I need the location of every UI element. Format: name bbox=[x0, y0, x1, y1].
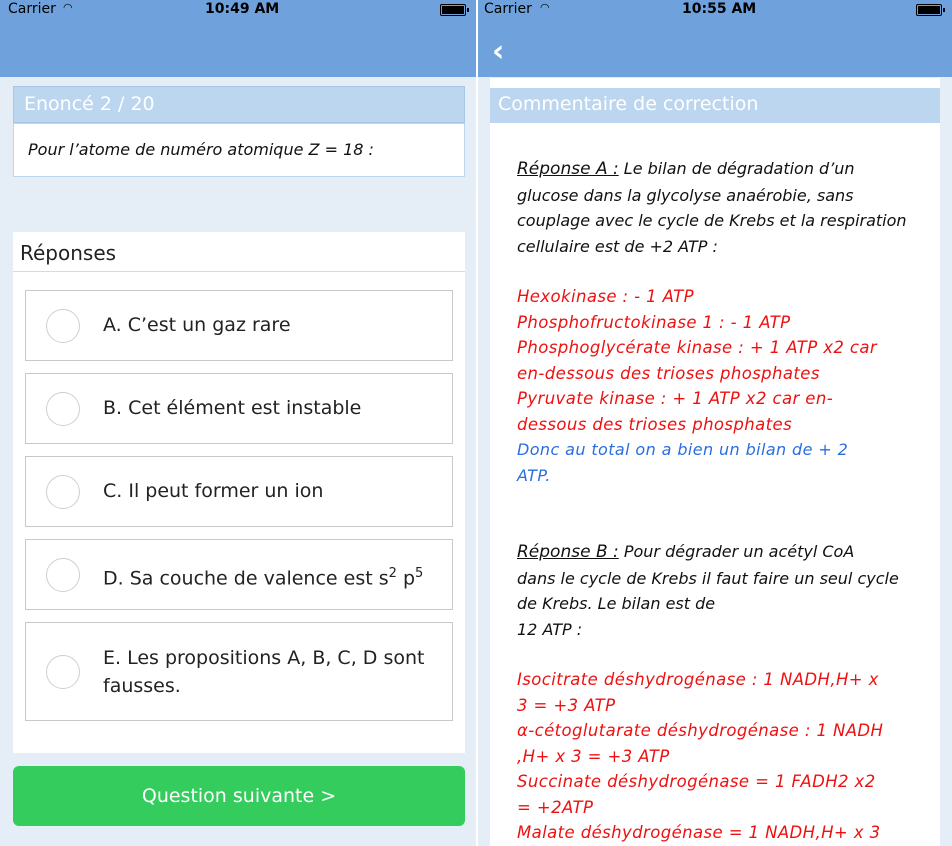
radio-icon[interactable] bbox=[46, 558, 80, 592]
red-line: ,H+ x 3 = +3 ATP bbox=[517, 746, 670, 766]
question-text: Pour l’atome de numéro atomique Z = 18 : bbox=[13, 123, 465, 177]
divider bbox=[13, 271, 465, 272]
red-line: Phosphoglycérate kinase : + 1 ATP x2 car bbox=[517, 338, 878, 357]
carrier-label: Carrier bbox=[8, 1, 56, 17]
red-line: 3 = +3 ATP bbox=[517, 695, 616, 715]
choice-label: D. Sa couche de valence est $s^2$ $p^5$ bbox=[103, 566, 424, 590]
blue-line: ATP. bbox=[517, 465, 551, 485]
nav-bar bbox=[478, 0, 952, 77]
text-line: dans le cycle de Krebs il faut faire un seul cycle bbox=[517, 568, 899, 588]
battery-icon bbox=[916, 4, 942, 16]
choice-b[interactable] bbox=[25, 373, 453, 444]
next-question-button[interactable]: Question suivante > bbox=[13, 766, 465, 826]
status-bar bbox=[478, 0, 952, 20]
enonce-header: Enoncé 2 / 20 bbox=[13, 86, 465, 123]
text-line: couplage avec le cycle de Krebs et la respiration bbox=[517, 211, 907, 230]
choice-label: C. Il peut former un ion bbox=[103, 480, 324, 502]
choice-label: E. Les propositions A, B, C, D sont fausses. bbox=[103, 647, 425, 697]
correction-screen bbox=[478, 0, 952, 846]
reponse-b-intro: Réponse B : Pour dégrader un acétyl CoA bbox=[517, 542, 855, 562]
red-line: α-cétoglutarate déshydrogénase : 1 NADH bbox=[517, 721, 884, 740]
wifi-icon: ◠ bbox=[540, 1, 550, 14]
red-line: = +2ATP bbox=[517, 797, 594, 817]
radio-icon[interactable] bbox=[46, 392, 80, 426]
red-line: Pyruvate kinase : + 1 ATP x2 car en- bbox=[517, 389, 834, 408]
choice-d[interactable] bbox=[25, 539, 453, 610]
wifi-icon: ◠ bbox=[63, 1, 73, 14]
nav-bar bbox=[0, 0, 476, 77]
blue-line: Donc au total on a bien un bilan de + 2 bbox=[517, 440, 849, 459]
text-line: cellulaire est de +2 ATP : bbox=[517, 236, 718, 256]
radio-icon[interactable] bbox=[46, 655, 80, 689]
text-line: glucose dans la glycolyse anaérobie, sans bbox=[517, 185, 854, 205]
comment-body bbox=[517, 156, 923, 846]
radio-icon[interactable] bbox=[46, 475, 80, 509]
status-bar bbox=[0, 0, 476, 20]
comment-header: Commentaire de correction bbox=[490, 88, 940, 123]
red-line: Succinate déshydrogénase = 1 FADH2 x2 bbox=[517, 772, 876, 791]
choice-c[interactable] bbox=[25, 456, 453, 527]
clock: 10:55 AM bbox=[682, 1, 757, 17]
radio-icon[interactable] bbox=[46, 309, 80, 343]
answers-title: Réponses bbox=[20, 241, 117, 265]
red-line: Isocitrate déshydrogénase : 1 NADH,H+ x bbox=[517, 670, 879, 689]
battery-icon bbox=[440, 4, 466, 16]
comment-panel bbox=[490, 78, 940, 846]
choice-e[interactable] bbox=[25, 622, 453, 721]
clock: 10:49 AM bbox=[205, 1, 280, 17]
choice-label: B. Cet élément est instable bbox=[103, 397, 362, 419]
red-line: Malate déshydrogénase = 1 NADH,H+ x 3 bbox=[517, 823, 881, 842]
text-line: de Krebs. Le bilan est de bbox=[517, 594, 716, 613]
red-line: en-dessous des trioses phosphates bbox=[517, 363, 820, 383]
red-line: dessous des trioses phosphates bbox=[517, 414, 793, 434]
reponse-a-intro: Réponse A : Le bilan de dégradation d’un bbox=[517, 159, 855, 179]
text-line: 12 ATP : bbox=[517, 619, 583, 639]
red-line: Hexokinase : - 1 ATP bbox=[517, 287, 694, 306]
red-line: Phosphofructokinase 1 : - 1 ATP bbox=[517, 312, 791, 332]
back-chevron-icon[interactable]: ‹ bbox=[492, 34, 505, 69]
choice-a[interactable] bbox=[25, 290, 453, 361]
carrier-label: Carrier bbox=[484, 1, 532, 17]
choice-label: A. C’est un gaz rare bbox=[103, 314, 291, 336]
answers-panel bbox=[13, 232, 465, 753]
